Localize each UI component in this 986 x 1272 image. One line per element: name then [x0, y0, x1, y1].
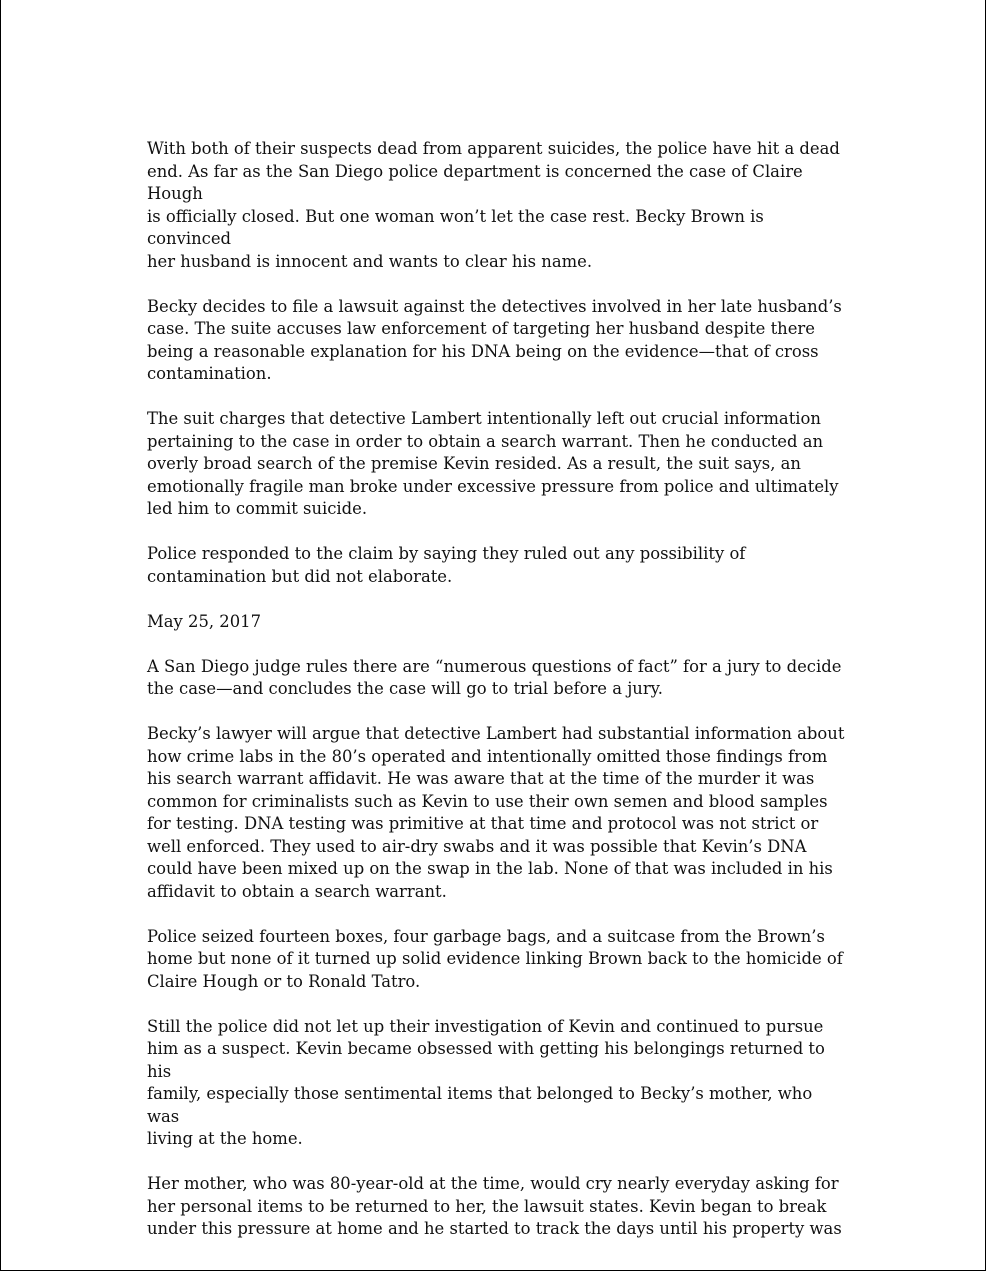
paragraph-suit-charges: The suit charges that detective Lambert intentionally left out crucial information pertaining to the case in order to obtain a search warrant. Then he conducted an overly broad search of the premise Kevin resided. As a result, the suit says, an emotionally fragile man broke under excessive pressure from police and ultimately led him to commit suicide. — [147, 409, 839, 518]
paragraph-lawsuit-filed: Becky decides to file a lawsuit against the detectives involved in her late husband’s case. The suite accuses law enforcement of targeting her husband despite there being a reasonable explanation for his DNA being on the evidence—that of cross contamination. — [147, 296, 842, 383]
paragraph-police-response: Police responded to the claim by saying they ruled out any possibility of contamination but did not elaborate. — [147, 544, 746, 586]
paragraph-mother-pressure: Her mother, who was 80-year-old at the time, would cry nearly everyday asking for her personal items to be returned to her, the lawsuit states. Kevin began to break under this pressure at home and he started to track the days until his property was — [147, 1174, 842, 1238]
paragraph-suspects-dead: With both of their suspects dead from apparent suicides, the police have hit a dead end. As far as the San Diego police department is concerned the case of Claire Hough is officially closed. But one woman won’t let the case rest. Becky Brown is convinced her husband is innocent and wants to clear his name. — [147, 139, 840, 271]
paragraph-police-seized: Police seized fourteen boxes, four garbage bags, and a suitcase from the Brown’s home but none of it turned up solid evidence linking Brown back to the homicide of Claire Hough or to Ronald Tatro. — [147, 926, 843, 991]
document-body — [147, 138, 847, 1263]
paragraph-investigation-continued: Still the police did not let up their investigation of Kevin and continued to pursue him as a suspect. Kevin became obsessed with getting his belongings returned to his family, especially those sentimental items that belonged to Becky’s mother, who was living at the home. — [147, 1016, 825, 1148]
paragraph-judge-ruling: A San Diego judge rules there are “numerous questions of fact” for a jury to decide the case—and concludes the case will go to trial before a jury. — [147, 656, 842, 698]
paragraph-lawyer-argument: Becky’s lawyer will argue that detective Lambert had substantial information about how crime labs in the 80’s operated and intentionally omitted those findings from his search warrant affidavit. He was aware that at the time of the murder it was common for criminalists such as Kevin to use their own semen and blood samples for testing. DNA testing was primitive at that time and protocol was not strict or well enforced. They used to air-dry swabs and it was possible that Kevin’s DNA could have been mixed up on the swap in the lab. None of that was included in his affidavit to obtain a search warrant. — [147, 724, 845, 901]
date-heading: May 25, 2017 — [147, 611, 262, 631]
